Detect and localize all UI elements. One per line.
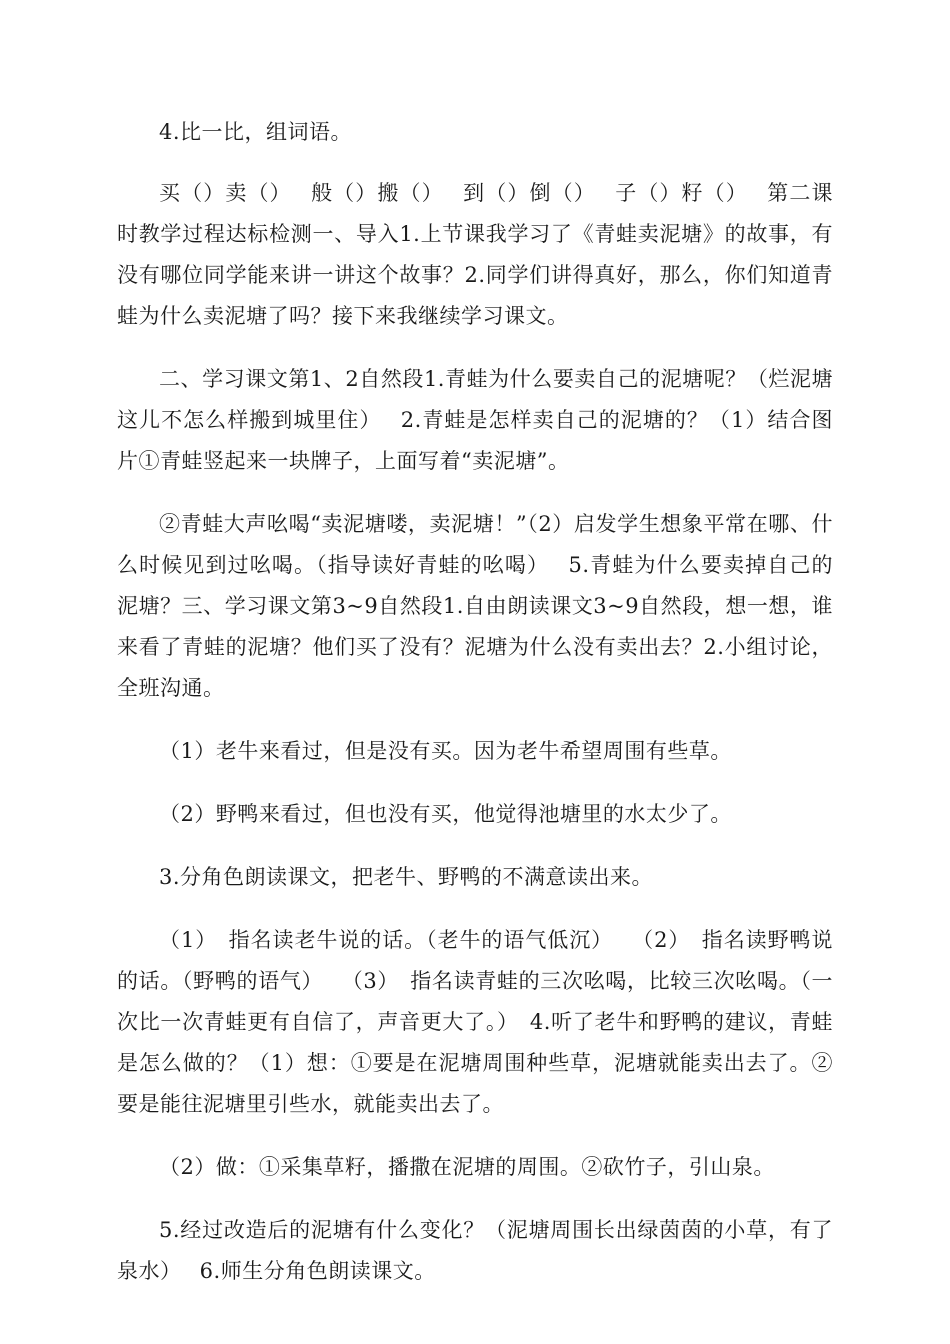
paragraph-exercise-4: 4.比一比，组词语。 [159, 120, 353, 144]
paragraph-frog-shouting: ②青蛙大声吆喝“卖泥塘喽，卖泥塘！”（2）启发学生想象平常在哪、什么时候见到过吆喝。（指导读好青蛙的吆喝） 5.青蛙为什么要卖掉自己的泥塘？三、学习课文第3~9自然段1.自由朗读课文3~9自然段，想一想，谁来看了青蛙的泥塘？他们买了没有？泥塘为什么没有卖出去？2.小组讨论，全班沟通。 [117, 512, 833, 700]
paragraph-pond-changes: 5.经过改造后的泥塘有什么变化？（泥塘周围长出绿茵茵的小草，有了泉水） 6.师生分角色朗读课文。 [117, 1218, 833, 1283]
paragraph-frog-actions: （2）做：①采集草籽，播撒在泥塘的周围。②砍竹子，引山泉。 [159, 1155, 775, 1179]
paragraph-section-two: 二、学习课文第1、2自然段1.青蛙为什么要卖自己的泥塘呢？（烂泥塘这儿不怎么样搬到城里住） 2.青蛙是怎样卖自己的泥塘的？（1）结合图片①青蛙竖起来一块牌子，上面写着“卖泥塘”。 [117, 367, 833, 473]
paragraph-role-reading: 3.分角色朗读课文，把老牛、野鸭的不满意读出来。 [159, 865, 654, 889]
document-body [117, 112, 833, 1314]
paragraph-reading-practice: （1） 指名读老牛说的话。（老牛的语气低沉） （2） 指名读野鸭说的话。（野鸭的语气） （3） 指名读青蛙的三次吆喝，比较三次吆喝。（一次比一次青蛙更有自信了，声音更大了。） 4.听了老牛和野鸭的建议，青蛙是怎么做的？（1）想：①要是在泥塘周围种些草，泥塘就能卖出去了。②要是能往泥塘里引些水，就能卖出去了。 [117, 928, 833, 1116]
paragraph-old-cow: （1）老牛来看过，但是没有买。因为老牛希望周围有些草。 [159, 739, 732, 763]
paragraph-wild-duck: （2）野鸭来看过，但也没有买，他觉得池塘里的水太少了。 [159, 802, 732, 826]
paragraph-word-groups-and-intro: 买（）卖（） 般（）搬（） 到（）倒（） 子（）籽（） 第二课时教学过程达标检测一、导入1.上节课我学习了《青蛙卖泥塘》的故事，有没有哪位同学能来讲一讲这个故事？2.同学们讲得真好，那么，你们知道青蛙为什么卖泥塘了吗？接下来我继续学习课文。 [117, 181, 833, 328]
